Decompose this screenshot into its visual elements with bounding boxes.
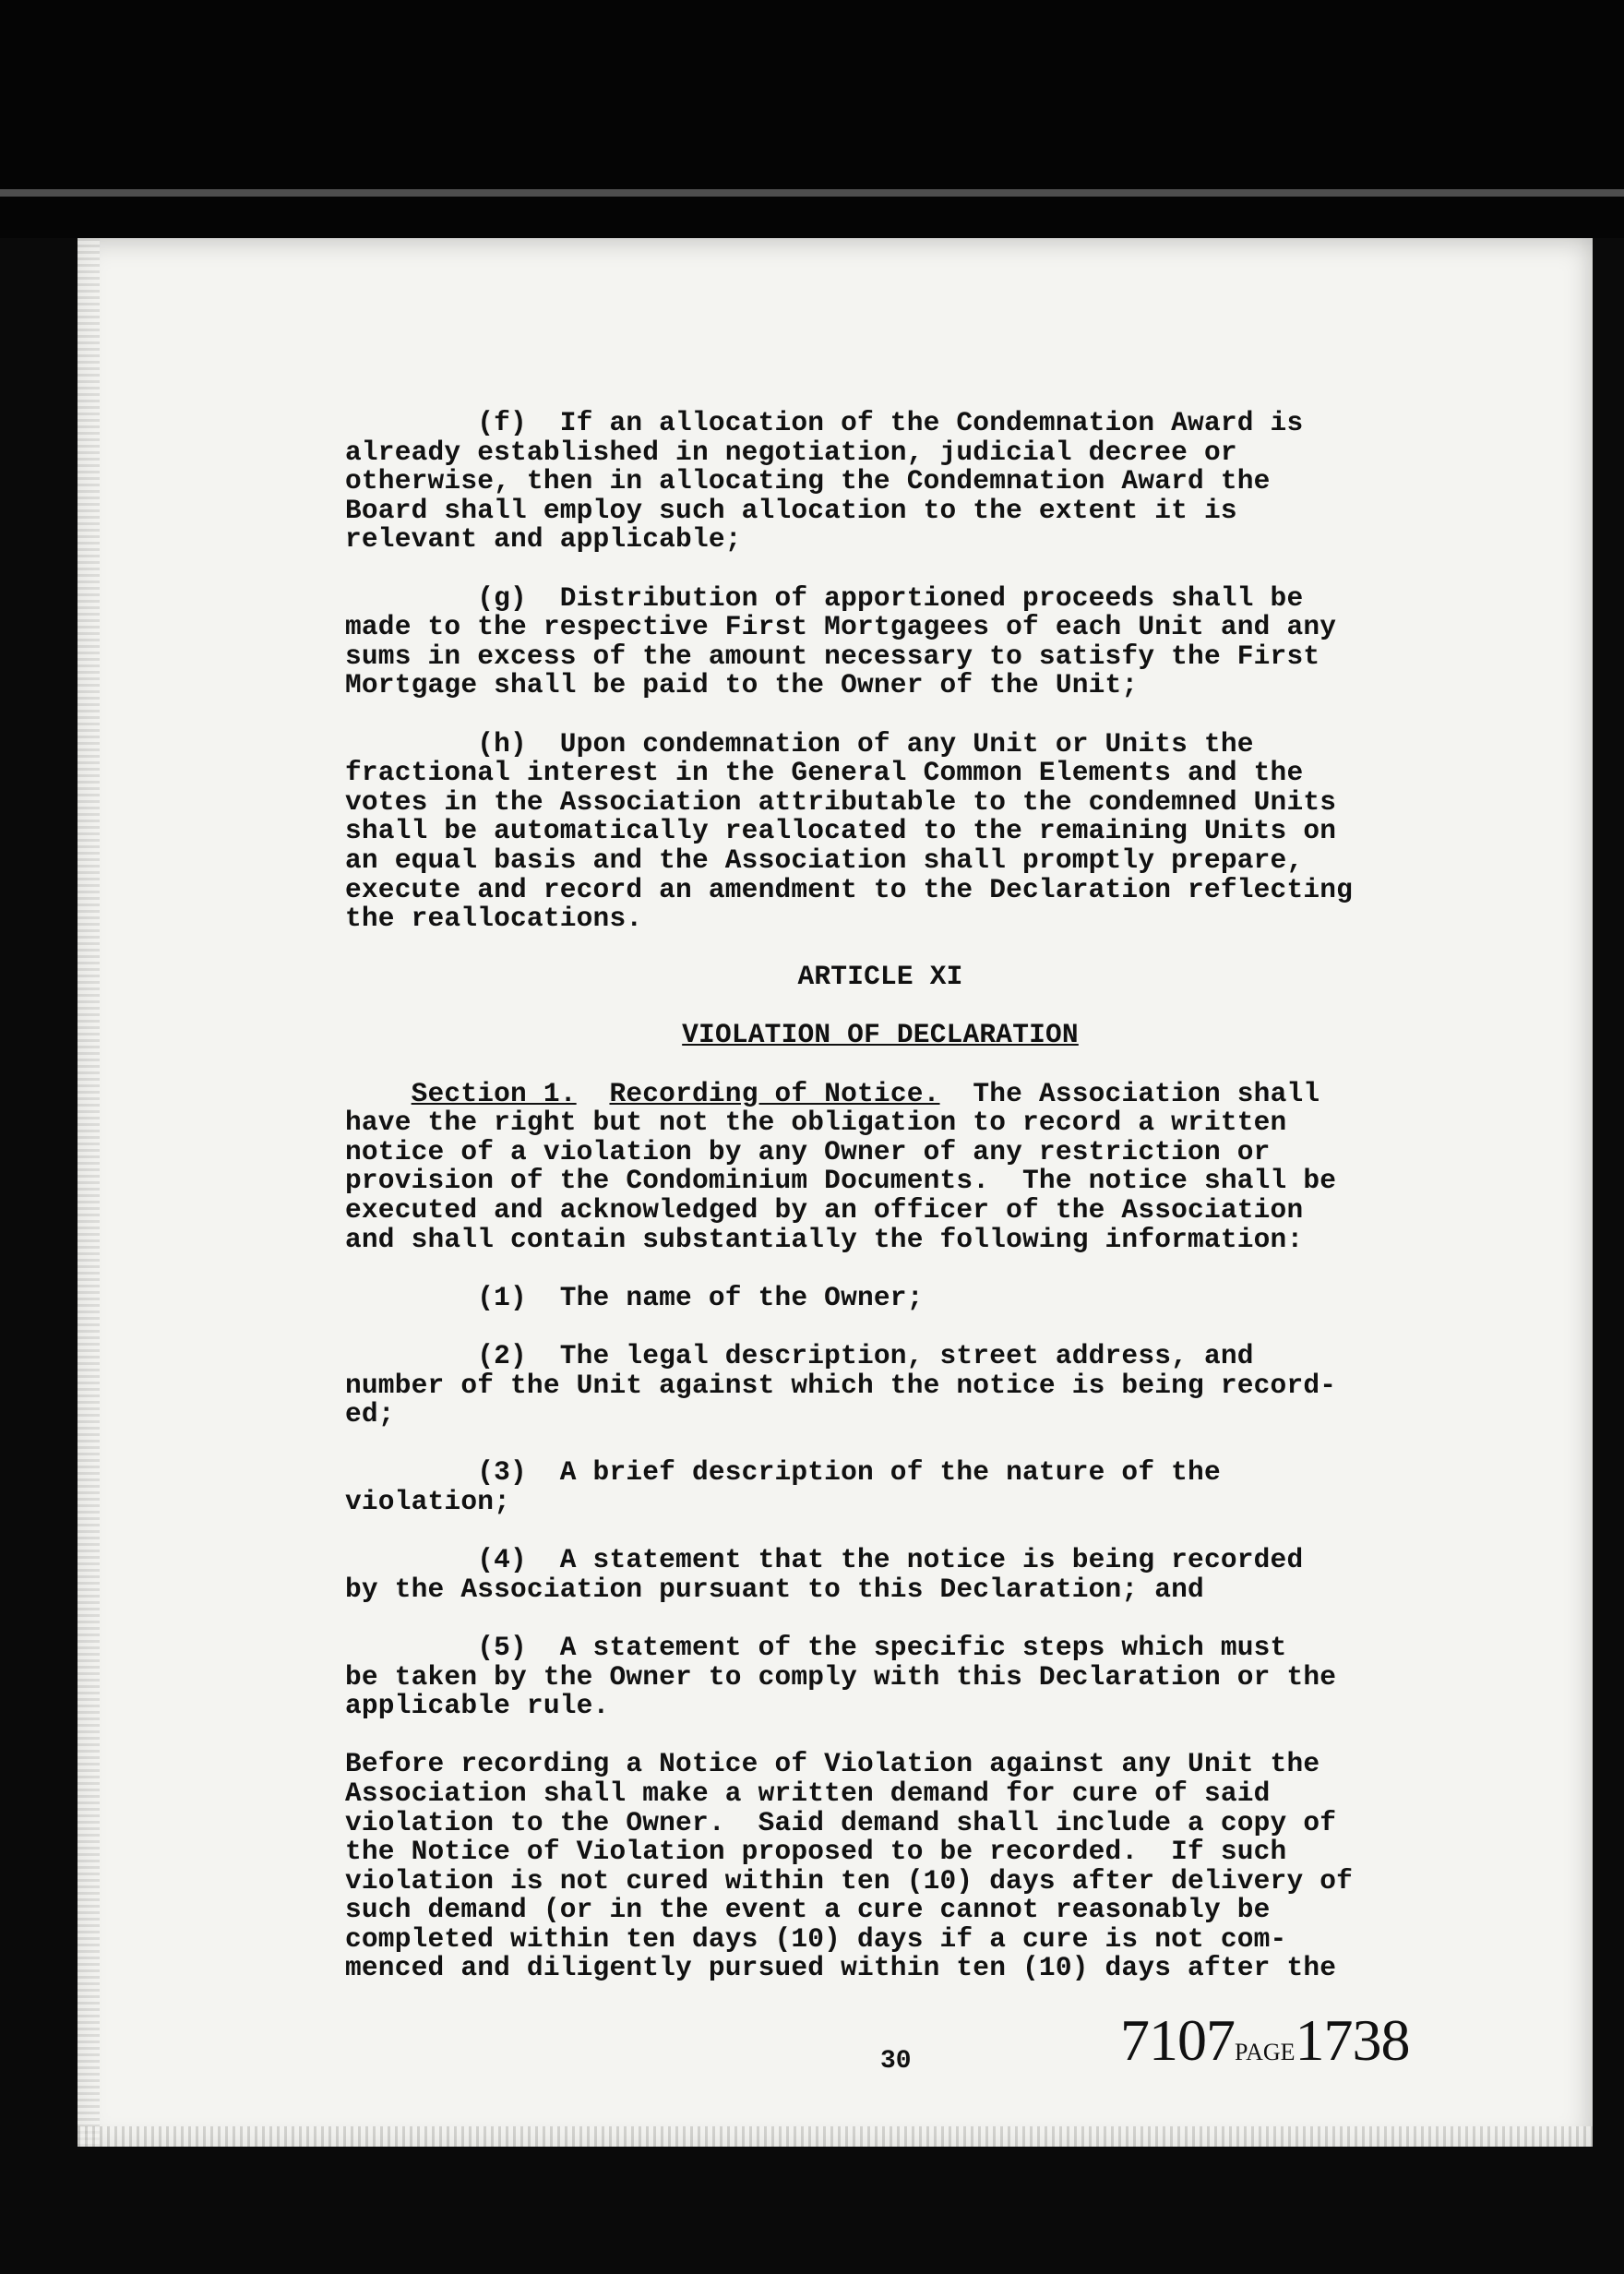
indent <box>345 1078 412 1109</box>
text-line: ed; <box>345 1398 395 1430</box>
text-line: Mortgage shall be paid to the Owner of the Unit; <box>345 669 1139 701</box>
text-line: Association shall make a written demand for cure of said <box>345 1777 1271 1809</box>
text-line: (2) The legal description, street address, and <box>345 1340 1254 1371</box>
text-line: such demand (or in the event a cure cannot reasonably be <box>345 1894 1271 1926</box>
text-line: by the Association pursuant to this Declaration; and <box>345 1573 1204 1605</box>
section-heading: Recording of Notice. <box>609 1077 940 1109</box>
article-title <box>345 1021 1415 1050</box>
text-line: and shall contain substantially the following information: <box>345 1223 1304 1255</box>
text-line: fractional interest in the General Common Elements and the <box>345 757 1304 789</box>
scan-top-border <box>0 0 1624 238</box>
text-line: (h) Upon condemnation of any Unit or Units the <box>345 727 1254 760</box>
text-line: (5) A statement of the specific steps which must <box>345 1631 1287 1663</box>
scan-stripe <box>0 189 1624 197</box>
text-line: menced and diligently pursued within ten (10) days after the <box>345 1952 1337 1984</box>
text-line: executed and acknowledged by an officer of the Association <box>345 1194 1304 1227</box>
text-line: (3) A brief description of the nature of the <box>345 1456 1221 1489</box>
page-number: 30 <box>880 2047 912 2076</box>
text-line: be taken by the Owner to comply with this Declaration or the <box>345 1660 1337 1693</box>
text-line: Before recording a Notice of Violation against any Unit the <box>345 1748 1320 1780</box>
page-label: PAGE <box>1235 2039 1296 2065</box>
article-title-text: VIOLATION OF DECLARATION <box>682 1019 1079 1051</box>
text-line: completed within ten days (10) days if a cure is not com- <box>345 1922 1287 1955</box>
text-line: violation to the Owner. Said demand shall include a copy of <box>345 1806 1337 1838</box>
page-edge-bottom <box>78 2126 1593 2147</box>
text-line: applicable rule. <box>345 1690 610 1722</box>
document-page <box>78 238 1593 2147</box>
text-line: violation is not cured within ten (10) days after delivery of <box>345 1864 1354 1897</box>
text-line: provision of the Condominium Documents. The notice shall be <box>345 1165 1337 1197</box>
text-line: violation; <box>345 1485 511 1517</box>
article-heading: ARTICLE XI <box>797 961 963 993</box>
list-item-5 <box>345 1631 1545 1722</box>
text-line: relevant and applicable; <box>345 523 742 556</box>
text-line: otherwise, then in allocating the Condemnation Award the <box>345 465 1271 497</box>
list-item-2 <box>345 1342 1545 1430</box>
text-line: made to the respective First Mortgagees of each Unit and any <box>345 611 1337 643</box>
text-line: votes in the Association attributable to the condemned Units <box>345 785 1337 818</box>
text-line: notice of a violation by any Owner of any restriction or <box>345 1135 1271 1167</box>
text-line: have the right but not the obligation to record a written <box>345 1107 1287 1139</box>
text-line: execute and record an amendment to the Declaration reflecting <box>345 873 1354 905</box>
closing-paragraph <box>345 1750 1545 1983</box>
text-line: (1) The name of the Owner; <box>345 1281 924 1313</box>
paragraph-h <box>345 727 1545 935</box>
document-body <box>345 409 1545 1983</box>
text-line: the reallocations. <box>345 903 643 935</box>
text-line: (4) A statement that the notice is being recorded <box>345 1544 1304 1576</box>
recorded-page-number: 1738 <box>1295 2007 1410 2073</box>
text-line: (f) If an allocation of the Condemnation Award is <box>345 407 1304 438</box>
text-line: Board shall employ such allocation to the extent it is <box>345 494 1237 526</box>
list-item-3 <box>345 1458 1545 1516</box>
list-item-4 <box>345 1546 1545 1604</box>
paragraph-g <box>345 581 1545 701</box>
section-first-line-rest: The Association shall <box>939 1077 1320 1109</box>
text-line: already established in negotiation, judicial decree or <box>345 436 1237 468</box>
book-number: 7107 <box>1120 2007 1235 2073</box>
text-line: (g) Distribution of apportioned proceeds shall be <box>345 581 1304 614</box>
text-line: shall be automatically reallocated to the remaining Units on <box>345 815 1337 847</box>
paragraph-f <box>345 409 1545 555</box>
list-item-1 <box>345 1281 1545 1313</box>
text-line: the Notice of Violation proposed to be recorded. If such <box>345 1836 1287 1868</box>
book-page-stamp <box>1120 2006 1410 2075</box>
section-1-first-line <box>345 1077 1545 1109</box>
section-1 <box>345 1077 1545 1255</box>
page-edge-left <box>78 238 100 2147</box>
text-line: number of the Unit against which the notice is being record- <box>345 1369 1337 1401</box>
text-line: an equal basis and the Association shall promptly prepare, <box>345 844 1304 876</box>
section-label: Section 1. <box>411 1077 577 1109</box>
text-line: sums in excess of the amount necessary to satisfy the First <box>345 640 1320 672</box>
